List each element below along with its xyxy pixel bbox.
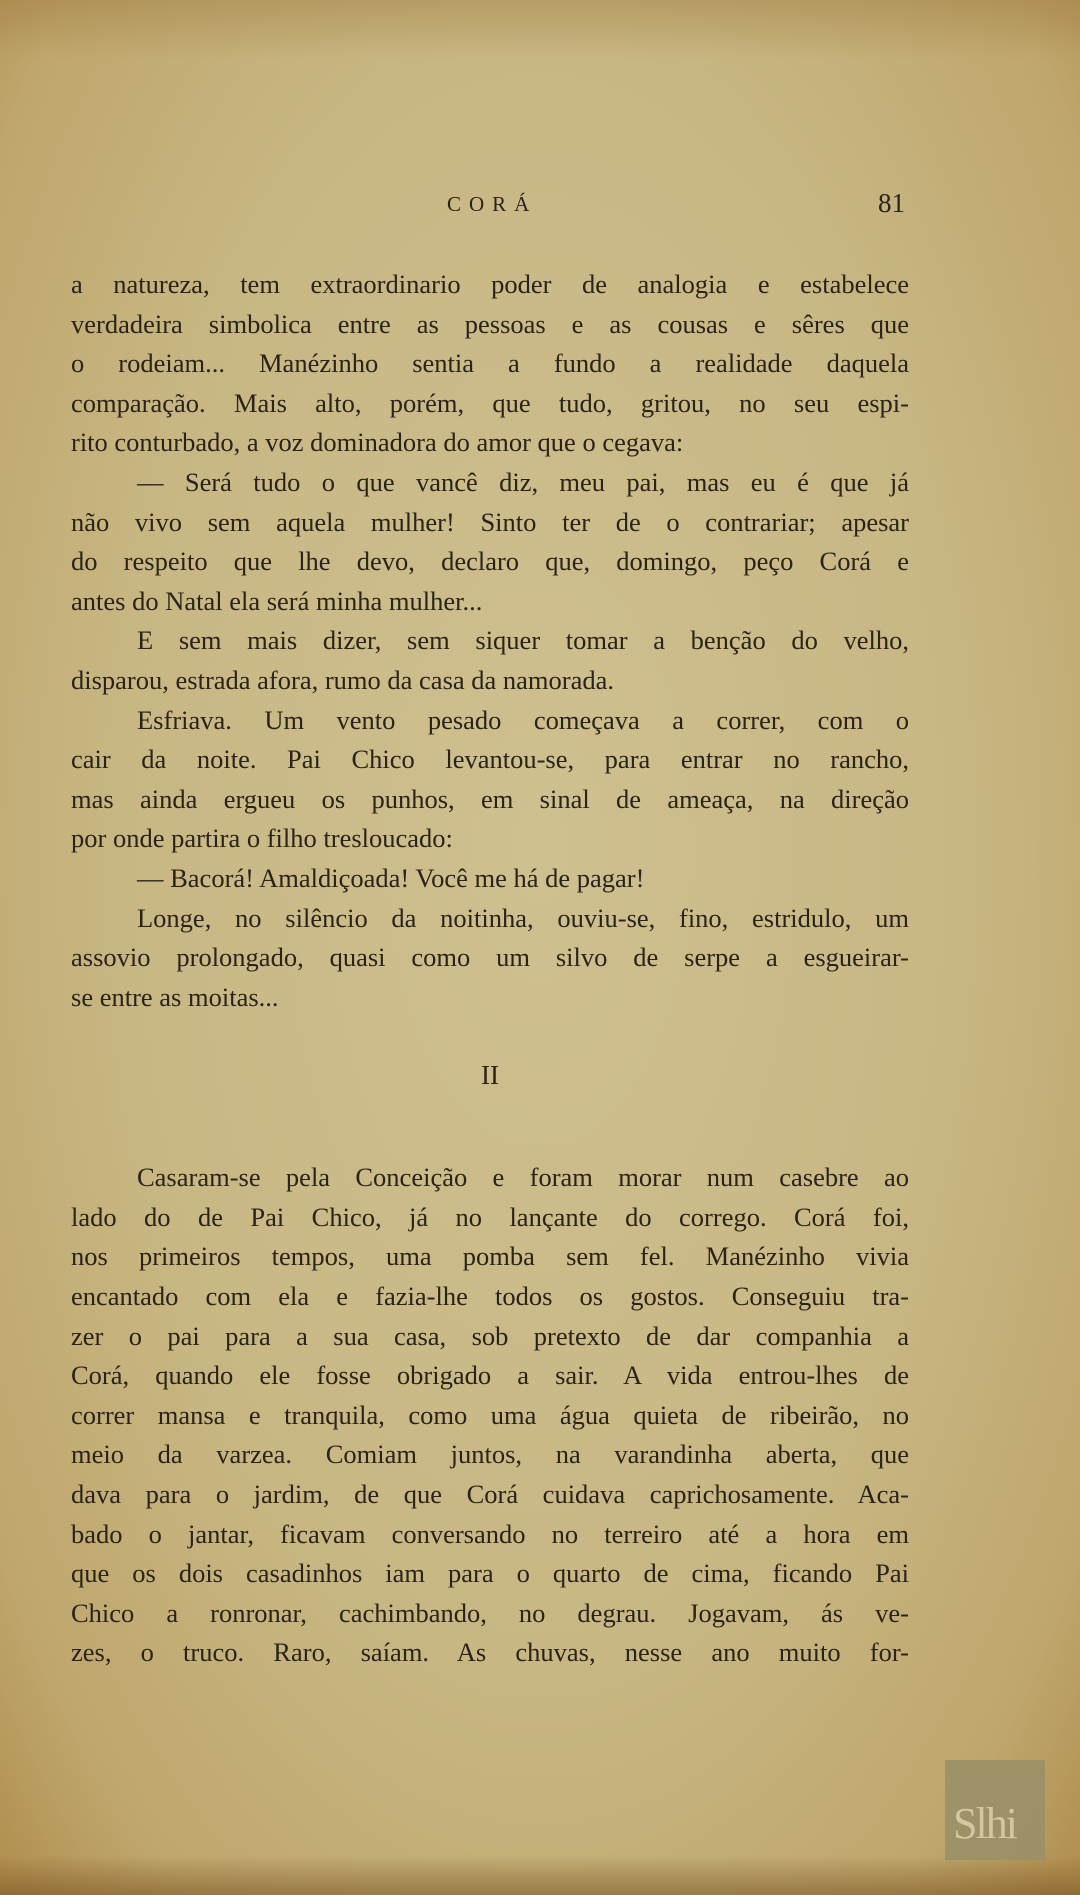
text-line: não vivo sem aquela mulher! Sinto ter de o contrariar; apesar: [71, 506, 909, 537]
text-line: rito conturbado, a voz dominadora do amor que o cegava:: [71, 427, 684, 458]
text-line: disparou, estrada afora, rumo da casa da namorada.: [71, 664, 615, 695]
text-line: nos primeiros tempos, uma pomba sem fel. Manézinho vivia: [71, 1241, 909, 1272]
text-line: lado do de Pai Chico, já no lançante do corrego. Corá foi,: [71, 1201, 909, 1232]
text-line: Corá, quando ele fosse obrigado a sair. A vida entrou-lhes de: [71, 1360, 909, 1391]
text-line: mas ainda ergueu os punhos, em sinal de ameaça, na direção: [71, 783, 909, 814]
text-line: Chico a ronronar, cachimbando, no degrau. Jogavam, ás ve-: [71, 1597, 909, 1628]
text-line: antes do Natal ela será minha mulher...: [71, 585, 483, 616]
text-line: o rodeiam... Manézinho sentia a fundo a realidade daquela: [71, 348, 909, 379]
text-line: — Será tudo o que vancê diz, meu pai, mas eu é que já: [137, 466, 909, 497]
text-line: por onde partira o filho tresloucado:: [71, 823, 453, 854]
page-edge-shadow-bottom: [0, 1855, 1080, 1895]
text-line: comparação. Mais alto, porém, que tudo, gritou, no seu espi-: [71, 387, 909, 418]
text-line: do respeito que lhe devo, declaro que, domingo, peço Corá e: [71, 546, 909, 577]
section-heading: II: [481, 1060, 499, 1091]
text-line: — Bacorá! Amaldiçoada! Você me há de pagar!: [137, 862, 645, 893]
text-line: verdadeira simbolica entre as pessoas e as cousas e sêres que: [71, 308, 909, 339]
text-line: zer o pai para a sua casa, sob pretexto de dar companhia a: [71, 1320, 909, 1351]
text-line: a natureza, tem extraordinario poder de analogia e estabelece: [71, 269, 909, 299]
text-line: Longe, no silêncio da noitinha, ouviu-se, fino, estridulo, um: [137, 902, 909, 933]
text-line: encantado com ela e fazia-lhe todos os gostos. Conseguiu tra-: [71, 1281, 909, 1312]
text-line: zes, o truco. Raro, saíam. As chuvas, nesse ano muito for-: [71, 1637, 909, 1668]
text-line: assovio prolongado, quasi como um silvo de serpe a esgueirar-: [71, 942, 909, 973]
text-line: bado o jantar, ficavam conversando no terreiro até a hora em: [71, 1518, 909, 1549]
text-line: cair da noite. Pai Chico levantou-se, para entrar no rancho,: [71, 744, 909, 775]
text-line: correr mansa e tranquila, como uma água quieta de ribeirão, no: [71, 1399, 909, 1430]
text-line: meio da varzea. Comiam juntos, na varandinha aberta, que: [71, 1439, 909, 1470]
running-header: [0, 188, 1080, 228]
text-line: E sem mais dizer, sem siquer tomar a benção do velho,: [137, 625, 909, 656]
library-watermark-logo: [945, 1760, 1045, 1860]
page-edge-shadow-top: [0, 0, 1080, 60]
page-body: [71, 265, 909, 1673]
text-line: se entre as moitas...: [71, 981, 279, 1012]
text-line: Casaram-se pela Conceição e foram morar num casebre ao: [137, 1162, 909, 1193]
text-line: Esfriava. Um vento pesado começava a correr, com o: [137, 704, 909, 735]
text-line: dava para o jardim, de que Corá cuidava caprichosamente. Aca-: [71, 1479, 909, 1510]
section-spacer: [71, 1017, 909, 1056]
watermark-text: Slhi: [953, 1799, 1016, 1848]
page-number: 81: [878, 188, 905, 218]
section-spacer: [71, 1096, 909, 1158]
text-line: que os dois casadinhos iam para o quarto de cima, ficando Pai: [71, 1558, 909, 1589]
running-title: CORÁ: [447, 192, 538, 216]
